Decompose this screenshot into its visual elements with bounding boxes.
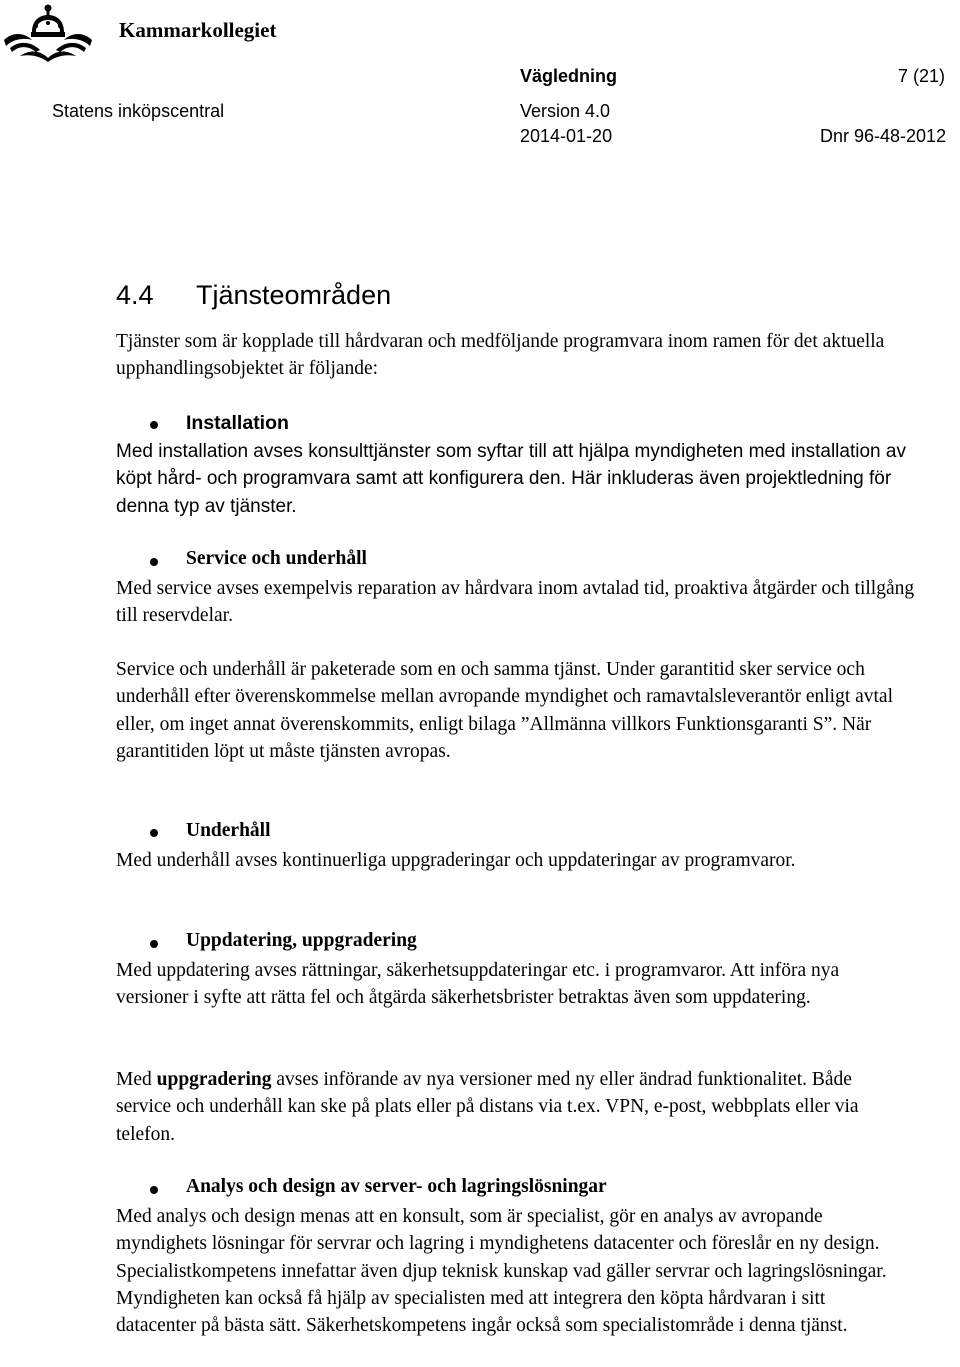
- installation-heading: Installation: [186, 412, 289, 434]
- bullet-icon: [150, 829, 158, 837]
- bullet-icon: [150, 940, 158, 948]
- bullet-icon: [150, 1186, 158, 1194]
- version-label: Version 4.0: [520, 101, 611, 121]
- bullet-icon: [150, 421, 158, 429]
- section-intro: Tjänster som är kopplade till hårdvaran och medföljande programvara inom ramen för det aktuella upphandlingsobjektet är följande:: [116, 331, 885, 380]
- unit-name: Statens inköpscentral: [52, 101, 225, 121]
- org-name: Kammarkollegiet: [119, 18, 277, 42]
- section-heading: [116, 280, 391, 311]
- uppgradering-text: [116, 1066, 906, 1148]
- section-number: 4.4: [116, 280, 154, 310]
- uppdatering-text: Med uppdatering avses rättningar, säkerhetsuppdateringar etc. i programvaror. Att införa nya versioner i syfte att rätta fel och åtgärda säkerhetsbrister betraktas även som uppdatering.: [116, 960, 840, 1009]
- service-text-2: Service och underhåll är paketerade som en och samma tjänst. Under garantitid sker service och underhåll efter överenskommelse mellan avropande myndighet och ramavtalsleverantör enligt avtal eller, om inget annat överenskommits, enligt bilaga ”Allmänna villkors Funktionsgaranti S”. När garantitiden löpt ut måste tjänsten avropas.: [116, 659, 894, 762]
- document-type: Vägledning: [520, 66, 618, 86]
- uppgradering-term: uppgradering: [156, 1069, 272, 1090]
- analys-heading: Analys och design av server- och lagringslösningar: [186, 1176, 607, 1197]
- service-heading: Service och underhåll: [186, 548, 367, 569]
- section-title: Tjänsteområden: [196, 280, 392, 310]
- uppdatering-heading: Uppdatering, uppgradering: [186, 930, 417, 951]
- installation-text: Med installation avses konsulttjänster som syftar till att hjälpa myndigheten med installation av köpt hård- och programvara samt att konfigurera den. Här inkluderas även projektledning för denna typ av tjänster.: [116, 441, 906, 517]
- underhall-text: Med underhåll avses kontinuerliga uppgraderingar och uppdateringar av programvaror.: [116, 850, 796, 871]
- page-number: 7 (21): [898, 66, 946, 86]
- document-dnr: Dnr 96-48-2012: [820, 126, 947, 146]
- service-text: Med service avses exempelvis reparation av hårdvara inom avtalad tid, proaktiva åtgärder och tillgång till reservdelar.: [116, 578, 915, 627]
- bullet-icon: [150, 558, 158, 566]
- uppgradering-text-post: avses införande av nya versioner med ny eller ändrad funktionalitet. Både service och underhåll kan ske på plats eller på distans via t.ex. VPN, e-post, webbplats eller via telefon.: [116, 1069, 859, 1145]
- crown-logo-icon: [2, 2, 98, 62]
- document-date: 2014-01-20: [520, 126, 613, 146]
- underhall-heading: Underhåll: [186, 820, 271, 841]
- analys-text: Med analys och design menas att en konsult, som är specialist, gör en analys av avropande myndighets lösningar för servrar och lagring i myndighetens datacenter och föreslår en ny design. Specialistkompetens innefattar även djup teknisk kunskap vad gäller servrar och lagringslösningar. Myndigheten kan också få hjälp av specialisten med att integrera den köpta hårdvaran i sitt datacenter på bästa sätt. Säkerhetskompetens ingår också som specialistområde i denna tjänst.: [116, 1206, 887, 1337]
- uppgradering-text-pre: Med: [116, 1069, 157, 1090]
